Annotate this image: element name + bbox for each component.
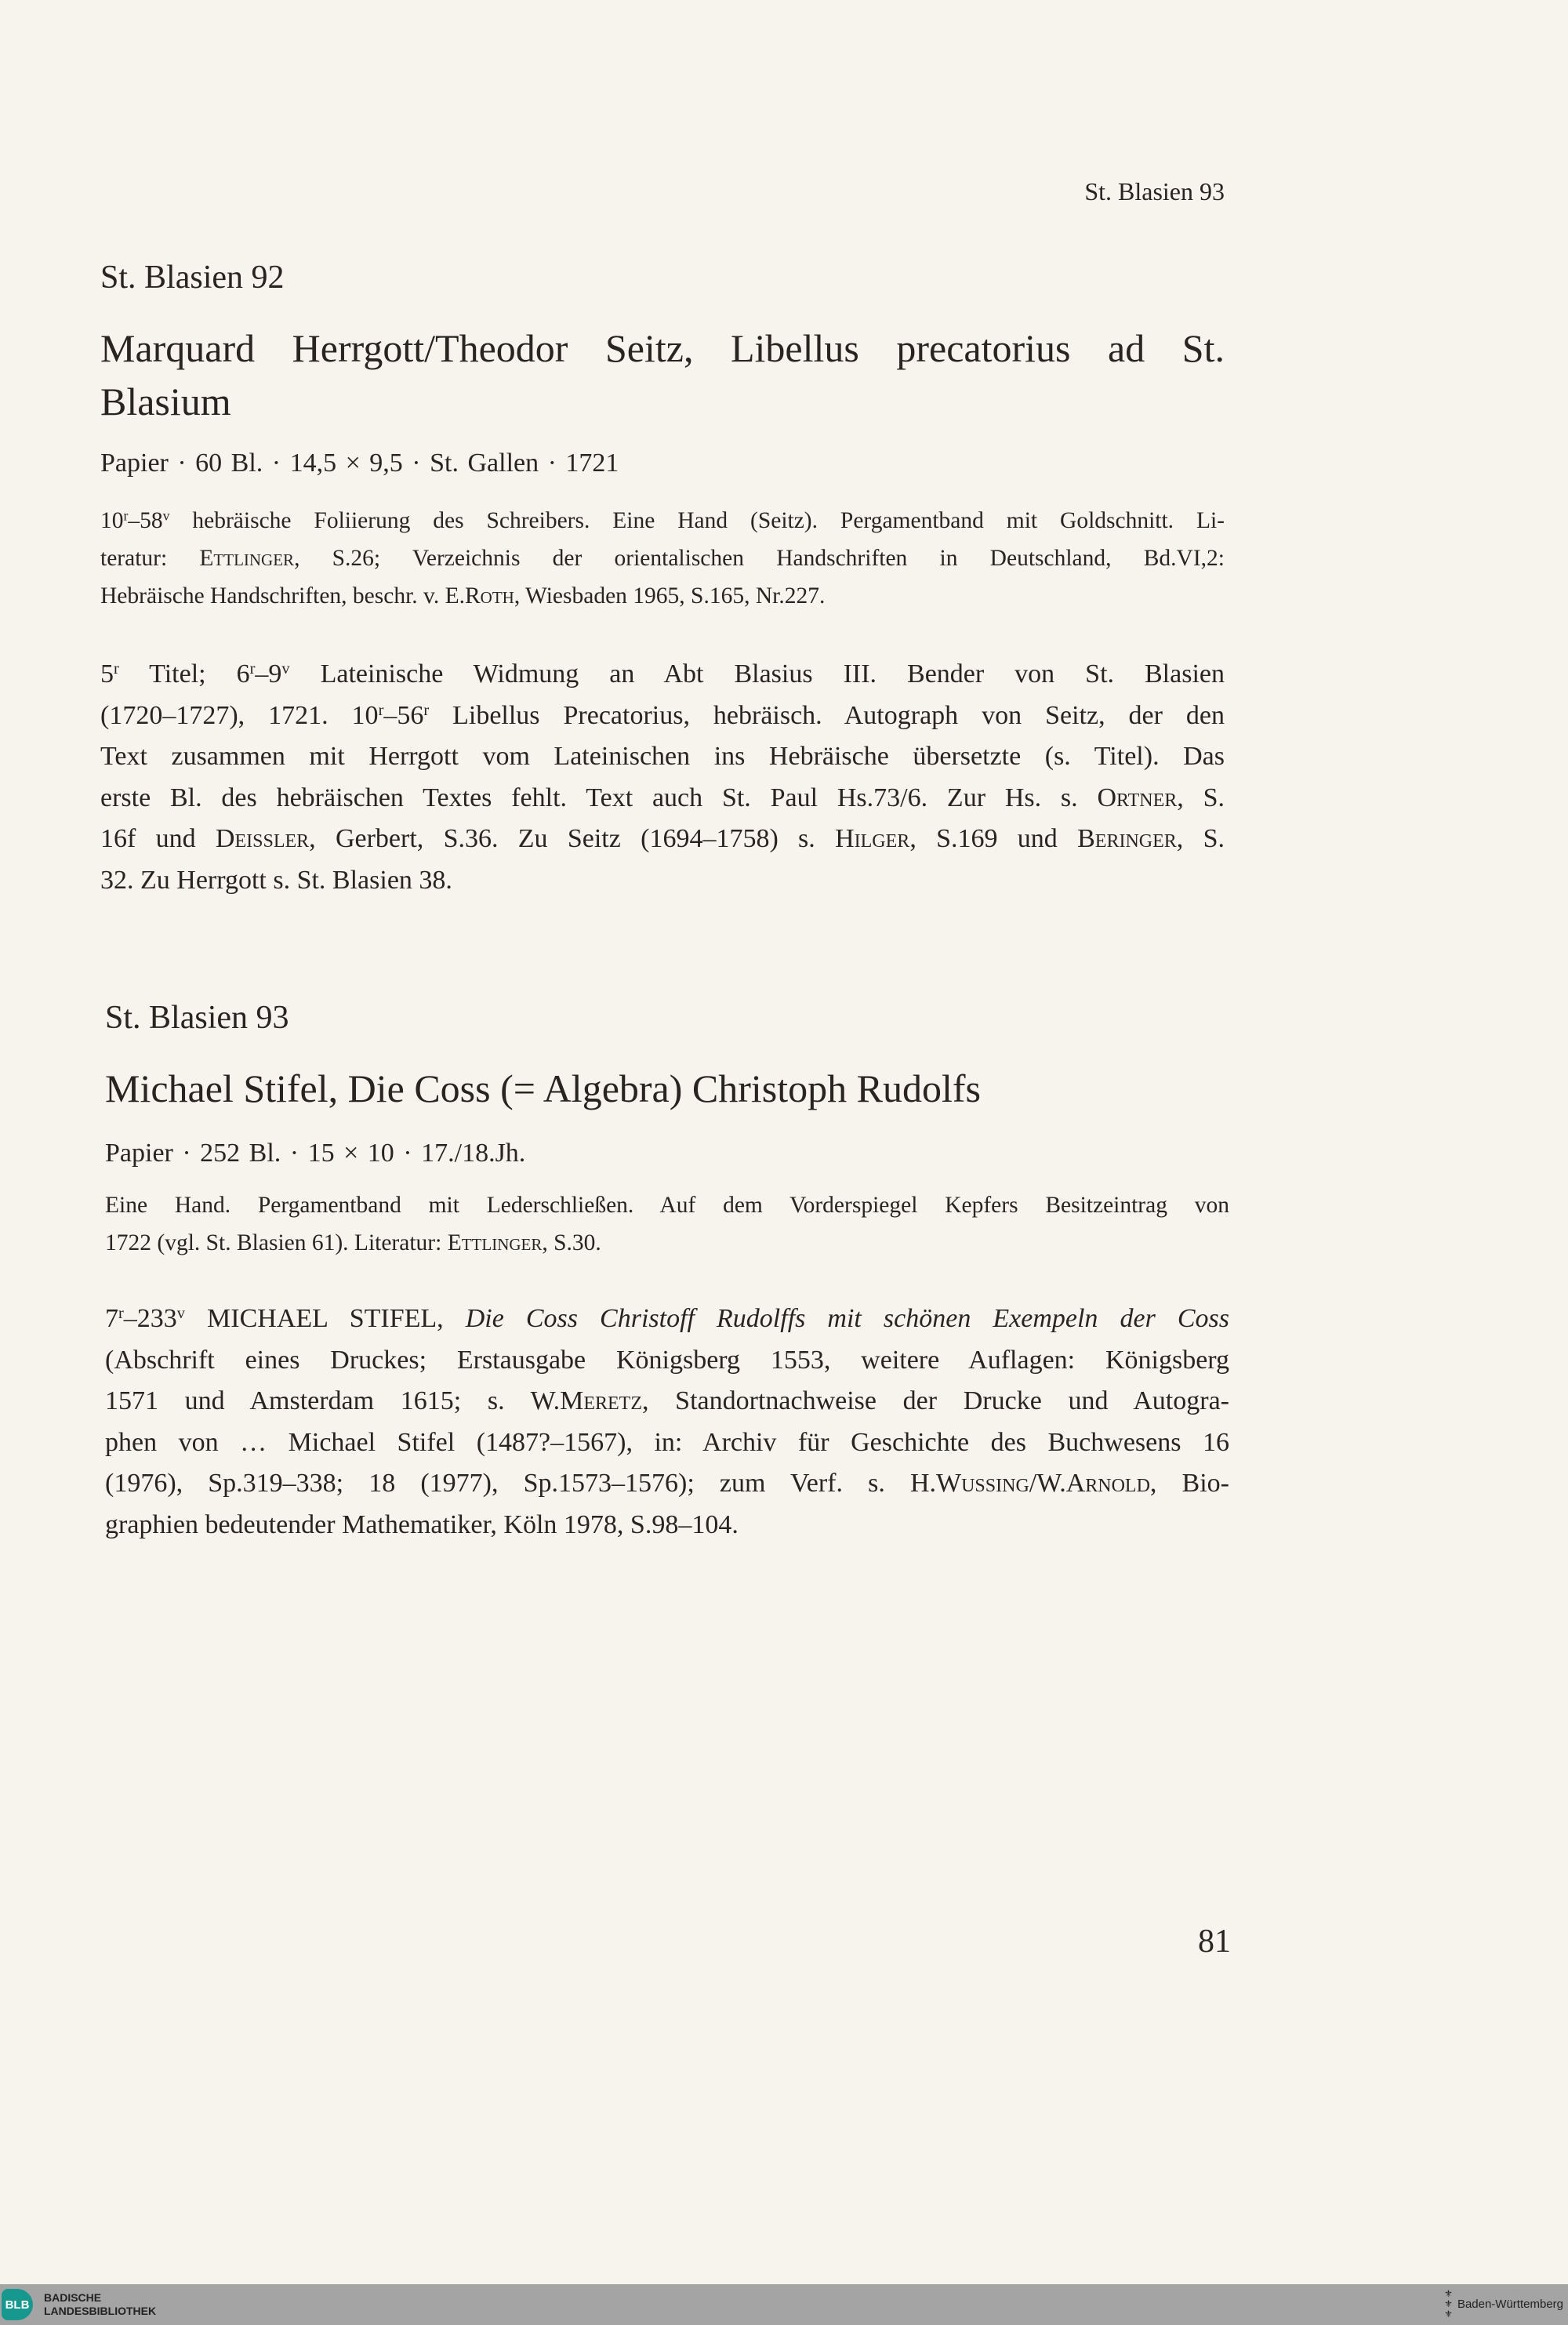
text-segment: graphien bedeutender Mathematiker, Köln 1978, S.98–104. <box>105 1509 739 1539</box>
text-line <box>100 778 1225 819</box>
folio-superscript: r <box>114 659 119 678</box>
title-line: Marquard Herrgott/Theodor Seitz, Libellus precatorius ad St. <box>100 326 1225 370</box>
text-segment: , Wiesbaden 1965, S.165, Nr.227. <box>514 583 826 608</box>
author-name: Ettlinger <box>199 546 295 571</box>
folio-superscript: v <box>281 659 290 678</box>
text-segment: , S.169 und <box>909 824 1078 853</box>
text-segment: 10 <box>100 508 124 533</box>
entry-title <box>100 322 1225 428</box>
running-header: St. Blasien 93 <box>1084 177 1225 205</box>
library-name-line1: BADISCHE <box>44 2291 102 2304</box>
text-line <box>100 860 1225 902</box>
text-segment: (1976), Sp.319–338; 18 (1977), Sp.1573–1576); zum Verf. s. H. <box>105 1469 936 1498</box>
text-segment: MICHAEL STIFEL, <box>185 1304 466 1333</box>
text-segment: 7 <box>105 1304 118 1333</box>
text-line <box>105 1505 1229 1546</box>
text-segment: , Gerbert, S.36. Zu Seitz (1694–1758) s. <box>309 824 836 853</box>
text-segment: , S. <box>1176 824 1225 853</box>
author-name: Hilger <box>835 824 910 853</box>
text-segment: –233 <box>123 1304 177 1333</box>
text-segment: hebräische Foliierung des Schreibers. Eine Hand (Seitz). Pergamentband mit Goldschnitt. Li- <box>169 508 1225 533</box>
coat-of-arms-icon: ⚜ ⚜ ⚜ <box>1444 2288 1453 2320</box>
work-title: Die Coss Christoff Rudolffs mit schönen Exempeln der Coss <box>465 1304 1229 1333</box>
blb-logo[interactable]: BLB <box>2 2289 33 2320</box>
text-segment: Libellus Precatorius, hebräisch. Autograph von Seitz, der den <box>429 700 1225 730</box>
author-name: Roth <box>465 583 514 608</box>
baden-wuerttemberg-logo[interactable] <box>1444 2289 1563 2320</box>
text-line <box>105 1186 1229 1224</box>
folio-superscript: r <box>423 701 430 719</box>
folio-superscript: r <box>118 1304 124 1322</box>
entry-title <box>105 1062 1229 1115</box>
text-segment: , S.26; Verzeichnis der orientalischen Handschriften in Deutschland, Bd.VI,2: <box>294 546 1225 571</box>
text-segment: , Standortnachweise der Drucke und Autogra- <box>642 1386 1229 1415</box>
codicological-description <box>100 502 1225 615</box>
folio-superscript: r <box>123 507 129 524</box>
text-segment: teratur: <box>100 546 200 571</box>
text-segment: 16f und <box>100 824 216 853</box>
physical-description: Papier · 60 Bl. · 14,5 × 9,5 · St. Gallen · 1721 <box>100 449 619 478</box>
title-line: Blasium <box>100 380 231 423</box>
author-name: Deissler <box>215 824 310 853</box>
author-name: Meretz <box>560 1386 643 1415</box>
codicological-description <box>105 1186 1229 1262</box>
text-line <box>105 1422 1229 1464</box>
state-label: Baden-Württemberg <box>1457 2298 1563 2311</box>
text-segment: , S.30. <box>542 1230 601 1255</box>
folio-superscript: v <box>176 1304 185 1322</box>
text-line <box>105 1340 1229 1382</box>
text-segment: erste Bl. des hebräischen Textes fehlt. Text auch St. Paul Hs.73/6. Zur Hs. s. <box>100 783 1098 812</box>
text-segment: 1722 (vgl. St. Blasien 61). Literatur: <box>105 1230 448 1255</box>
text-segment: 1571 und Amsterdam 1615; s. W. <box>105 1386 561 1415</box>
text-segment: Eine Hand. Pergamentband mit Lederschließen. Auf dem Vorderspiegel Kepfers Besitzeintrag von <box>105 1193 1229 1218</box>
text-line <box>105 1299 1229 1340</box>
folio-superscript: r <box>249 659 256 678</box>
text-segment: Text zusammen mit Herrgott vom Lateinischen ins Hebräische übersetzte (s. Titel). Das <box>100 742 1225 771</box>
title-line: Michael Stifel, Die Coss (= Algebra) Christoph Rudolfs <box>105 1066 981 1110</box>
text-segment: Lateinische Widmung an Abt Blasius III. Bender von St. Blasien <box>289 659 1225 688</box>
author-name: Beringer <box>1077 824 1177 853</box>
text-line <box>100 502 1225 539</box>
text-segment: (Abschrift eines Druckes; Erstausgabe Königsberg 1553, weitere Auflagen: Königsberg <box>105 1345 1229 1375</box>
text-line <box>100 539 1225 577</box>
text-segment: phen von … Michael Stifel (1487?–1567), in: Archiv für Geschichte des Buchwesens 16 <box>105 1427 1229 1457</box>
text-line <box>100 819 1225 860</box>
text-line <box>105 1381 1229 1422</box>
text-line <box>105 1224 1229 1262</box>
footer-bar <box>0 2284 1568 2325</box>
text-segment: (1720–1727), 1721. 10 <box>100 700 379 730</box>
text-line <box>100 696 1225 737</box>
text-line <box>100 736 1225 778</box>
folio-superscript: v <box>162 507 170 524</box>
author-name: Ettlinger <box>447 1230 543 1255</box>
text-segment: , S. <box>1177 783 1225 812</box>
library-name-line2: LANDESBIBLIOTHEK <box>44 2305 157 2317</box>
author-name: Wussing <box>936 1469 1029 1498</box>
text-segment: –58 <box>128 508 163 533</box>
text-line <box>100 654 1225 696</box>
library-name <box>44 2291 156 2318</box>
text-segment: –56 <box>383 700 424 730</box>
text-segment: , Bio- <box>1149 1469 1229 1498</box>
text-segment: 5 <box>100 659 114 688</box>
text-segment: Titel; 6 <box>118 659 250 688</box>
shelfmark-heading: St. Blasien 93 <box>105 1000 289 1036</box>
physical-description: Papier · 252 Bl. · 15 × 10 · 17./18.Jh. <box>105 1139 526 1168</box>
text-segment: Hebräische Handschriften, beschr. v. E. <box>100 583 465 608</box>
text-segment: 32. Zu Herrgott s. St. Blasien 38. <box>100 865 452 895</box>
text-line <box>100 577 1225 615</box>
author-name: Ortner <box>1097 783 1178 812</box>
author-name: Arnold <box>1065 1469 1150 1498</box>
folio-superscript: r <box>378 701 384 719</box>
contents-paragraph <box>100 654 1225 901</box>
text-segment: /W. <box>1029 1469 1066 1498</box>
shelfmark-heading: St. Blasien 92 <box>100 260 285 296</box>
text-line <box>105 1463 1229 1505</box>
contents-paragraph <box>105 1299 1229 1546</box>
text-segment: –9 <box>255 659 282 688</box>
page-number: 81 <box>1198 1924 1231 1960</box>
